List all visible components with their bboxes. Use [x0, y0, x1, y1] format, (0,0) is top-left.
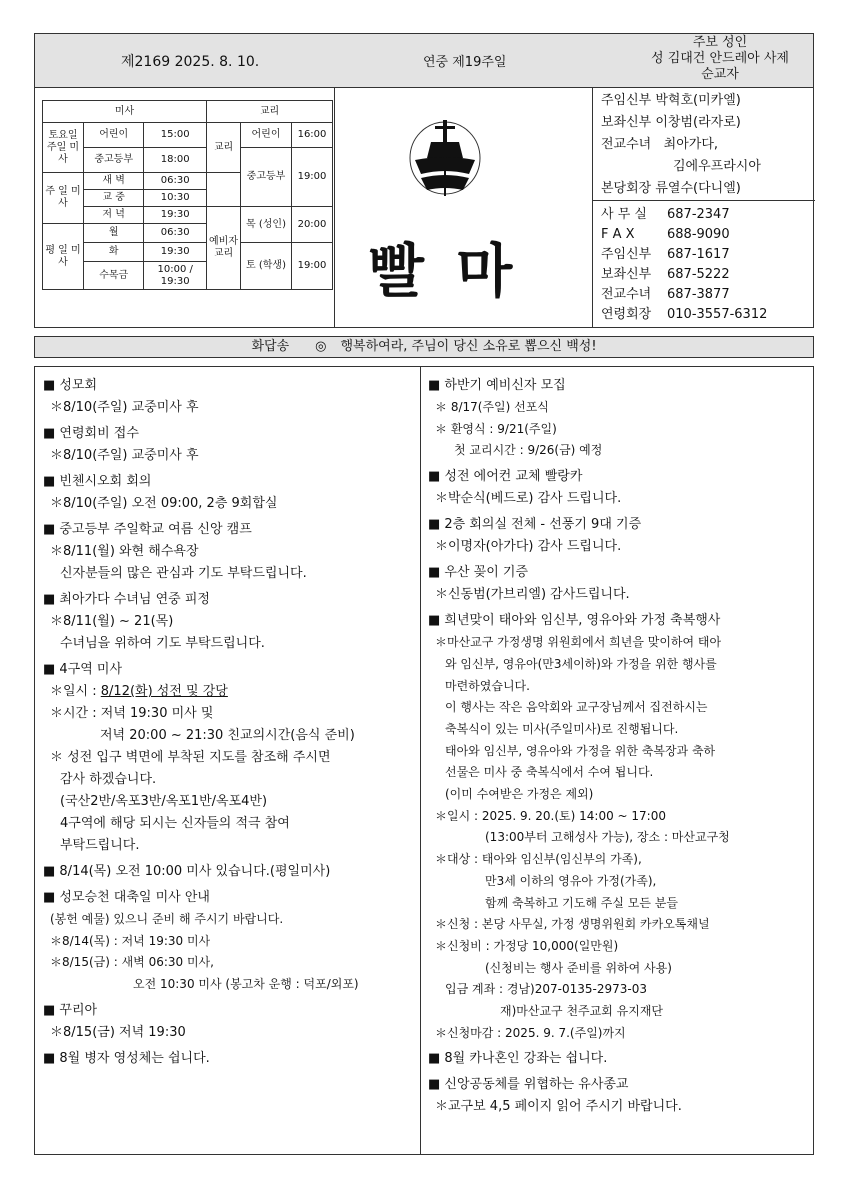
sun-eve-time: 19:30 — [144, 207, 207, 224]
cat-sat-name: 토 (학생) — [241, 243, 292, 290]
phone-number: 687-3877 — [667, 287, 730, 302]
notice-line: 축복식이 있는 미사(주일미사)로 진행됩니다. — [445, 721, 679, 736]
notice-line-prefix: ＊일시 : — [50, 684, 101, 699]
notice-line: 첫 교리시간 : 9/26(금) 예정 — [454, 443, 603, 458]
phone-label: 연령회장 — [601, 307, 652, 322]
notice-line: ＊신청 : 본당 사무실, 가정 생명위원회 카카오톡채널 — [435, 917, 710, 932]
staff-name: 류열수(다니엘) — [655, 181, 741, 196]
notice-line: 태아와 임신부, 영유아와 가정을 위한 축복장과 축하 — [445, 743, 716, 758]
phone-label: 전교수녀 — [601, 287, 652, 302]
cat-thu-name: 목 (성인) — [241, 207, 292, 243]
staff-name: 최아가다, — [663, 137, 719, 152]
header-bar — [34, 33, 814, 88]
notice-heading: ■ 희년맞이 태아와 임신부, 영유아와 가정 축복행사 — [428, 613, 721, 629]
phone-label: 주임신부 — [601, 247, 652, 262]
notice-line: 선물은 미사 중 축복식에서 수여 됩니다. — [445, 765, 654, 780]
staff-name: 박혁호(미카엘) — [655, 93, 741, 108]
notice-line: 감사 하겠습니다. — [60, 772, 157, 787]
staff-row — [601, 134, 761, 156]
psalm-banner — [34, 336, 814, 358]
column-divider — [420, 367, 421, 1154]
psalm-text: 행복하여라, 주님이 당신 소유로 뽑으신 백성! — [340, 339, 597, 354]
notice-line: ＊신청마감 : 2025. 9. 7.(주일)까지 — [435, 1025, 626, 1040]
notice-line: ＊ 8/17(주일) 선포식 — [435, 400, 549, 414]
notice-heading: ■ 8월 병자 영성체는 쉽니다. — [43, 1050, 210, 1066]
notice-heading: ■ 성모회 — [43, 378, 98, 393]
wk-wed-name: 수목금 — [84, 262, 144, 290]
notice-line: ＊8/15(금) 저녁 19:30 — [50, 1024, 186, 1040]
staff-row — [601, 156, 761, 178]
schedule-table — [42, 100, 333, 290]
notice-line: ＊신동범(가브리엘) 감사드립니다. — [435, 587, 630, 603]
notice-line-underlined: 8/12(화) 성전 및 강당 — [100, 684, 228, 699]
notice-line: 오전 10:30 미사 (봉고차 운행 : 덕포/외포) — [133, 977, 359, 992]
notice-line: 함께 축복하고 기도해 주실 모든 분들 — [485, 895, 678, 910]
sun-dawn-time: 06:30 — [144, 173, 207, 190]
notices-left — [43, 371, 415, 1070]
staff-list — [601, 90, 761, 200]
staff-name: 이창범(라자로) — [655, 115, 741, 130]
phone-number: 687-1617 — [667, 247, 730, 262]
cat-child-time: 16:00 — [292, 123, 333, 148]
sun-eve-name: 저 녁 — [84, 207, 144, 224]
notice-line: 4구역에 해당 되시는 신자들의 적극 참여 — [60, 816, 290, 831]
cat-youth-time: 19:00 — [292, 148, 333, 207]
notice-line: ＊8/10(주일) 오전 09:00, 2층 9회합실 — [50, 496, 278, 511]
wk-tue-name: 화 — [84, 243, 144, 262]
staff-row — [601, 90, 761, 112]
saint-line-1: 주보 성인 — [692, 35, 748, 50]
phone-label: F A X — [601, 227, 635, 242]
notice-line — [43, 681, 415, 703]
sun-main-time: 10:30 — [144, 190, 207, 207]
notice-heading: ■ 4구역 미사 — [43, 662, 123, 677]
notice-line: ＊8/14(목) : 저녁 19:30 미사 — [50, 933, 211, 948]
notice-heading: ■ 빈첸시오회 회의 — [43, 474, 152, 489]
sun-dawn-name: 새 벽 — [84, 173, 144, 190]
phone-row — [601, 245, 767, 265]
info-block — [34, 88, 814, 328]
notice-line: ＊8/11(월) ~ 21(목) — [50, 614, 174, 629]
sat-youth-time: 18:00 — [144, 148, 207, 173]
phone-number: 010-3557-6312 — [667, 307, 768, 322]
notice-heading: ■ 2층 회의실 전체 - 선풍기 9대 기증 — [428, 517, 642, 533]
notice-line: 와 임신부, 영유아(만3세이하)와 가정을 위한 행사를 — [445, 656, 717, 671]
notice-heading: ■ 성전 에어컨 교체 빨랑카 — [428, 469, 583, 485]
notice-line: ＊ 성전 입구 벽면에 부착된 지도를 참조해 주시면 — [50, 750, 331, 765]
mass-header: 미사 — [43, 101, 207, 123]
notice-line: ＊신청비 : 가정당 10,000(일만원) — [435, 938, 619, 953]
notice-line: 수녀님을 위하여 기도 부탁드립니다. — [60, 636, 265, 651]
phone-number: 687-2347 — [667, 207, 730, 222]
phone-row — [601, 285, 767, 305]
phone-row — [601, 205, 767, 225]
notice-line: (봉헌 예물) 있으니 준비 해 주시기 바랍니다. — [50, 912, 284, 926]
notice-line: (국산2반/옥포3반/옥포1반/옥포4반) — [60, 794, 268, 809]
sat-child-name: 어린이 — [84, 123, 144, 148]
patron-saint — [625, 35, 815, 83]
notice-heading: ■ 연령회비 접수 — [43, 426, 139, 441]
notice-line: 마련하였습니다. — [445, 678, 530, 693]
notice-line: ＊이명자(아가다) 감사 드립니다. — [435, 539, 622, 555]
staff-row — [601, 178, 761, 200]
notice-heading: ■ 하반기 예비신자 모집 — [428, 378, 566, 393]
wk-wed-time: 10:00 / 19:30 — [144, 262, 207, 290]
notice-line: 만3세 이하의 영유아 가정(가족), — [485, 873, 657, 888]
notice-line: ＊일시 : 2025. 9. 20.(토) 14:00 ~ 17:00 — [435, 808, 666, 823]
notice-line: ＊8/11(월) 와현 해수욕장 — [50, 544, 199, 559]
staff-role: 전교수녀 — [601, 137, 652, 152]
notice-line: ＊8/10(주일) 교중미사 후 — [50, 400, 199, 415]
notice-heading: ■ 성모승천 대축일 미사 안내 — [43, 890, 210, 905]
phone-label: 보좌신부 — [601, 267, 652, 282]
phone-row — [601, 225, 767, 245]
notice-line: (이미 수여받은 가정은 제외) — [445, 787, 594, 802]
sat-mass-label: 토요일 주일 미사 — [43, 123, 84, 173]
staff-name: 김에우프라시아 — [673, 159, 761, 174]
phone-label: 사 무 실 — [601, 207, 647, 222]
phone-list — [601, 205, 767, 325]
notices-section — [34, 366, 814, 1155]
staff-role: 본당회장 — [601, 181, 652, 196]
notice-line: (신청비는 행사 준비를 위하여 사용) — [485, 960, 672, 975]
sun-mass-label: 주 일 미 사 — [43, 173, 84, 224]
notice-line: 저녁 20:00 ~ 21:30 친교의시간(음식 준비) — [100, 728, 355, 743]
issue-date: 제2169 2025. 8. 10. — [121, 54, 260, 70]
catechism-header: 교리 — [207, 101, 333, 123]
notice-line: ＊ 환영식 : 9/21(주일) — [435, 421, 557, 436]
notices-right — [428, 371, 812, 1118]
divider — [592, 200, 815, 201]
notice-line: ＊대상 : 태아와 임신부(임신부의 가족), — [435, 852, 642, 867]
notice-heading: ■ 8월 카나혼인 강좌는 쉽니다. — [428, 1051, 608, 1067]
sat-youth-name: 중고등부 — [84, 148, 144, 173]
psalm-label: 화답송 — [251, 339, 290, 354]
phone-number: 688-9090 — [667, 227, 730, 242]
notice-line: ＊박순식(베드로) 감사 드립니다. — [435, 491, 622, 507]
notice-heading: ■ 최아가다 수녀님 연중 피정 — [43, 592, 210, 607]
wk-tue-time: 19:30 — [144, 243, 207, 262]
catechism-label: 교리 — [207, 123, 241, 173]
notice-line: ＊8/15(금) : 새벽 06:30 미사, — [50, 955, 214, 970]
notice-line: (13:00부터 고해성사 가능), 장소 : 마산교구청 — [485, 830, 730, 845]
notice-line: ＊시간 : 저녁 19:30 미사 및 — [50, 706, 214, 721]
saint-line-2: 성 김대건 안드레아 사제 — [651, 51, 789, 66]
notice-heading: ■ 중고등부 주일학교 여름 신앙 캠프 — [43, 522, 252, 537]
sat-child-time: 15:00 — [144, 123, 207, 148]
staff-role: 보좌신부 — [601, 115, 652, 130]
notice-heading: ■ 8/14(목) 오전 10:00 미사 있습니다.(평일미사) — [43, 864, 331, 879]
notice-heading: ■ 우산 꽂이 기증 — [428, 565, 529, 581]
divider — [334, 88, 335, 328]
phone-row — [601, 305, 767, 325]
wk-mon-time: 06:30 — [144, 224, 207, 243]
cat-youth-name: 중고등부 — [241, 148, 292, 207]
liturgical-week: 연중 제19주일 — [423, 55, 507, 70]
notice-line: 이 행사는 작은 음악회와 교구장님께서 집전하시는 — [445, 700, 708, 715]
saint-line-3: 순교자 — [701, 67, 739, 82]
church-bell-logo-icon — [407, 112, 483, 200]
divider — [592, 88, 593, 328]
cat-thu-time: 20:00 — [292, 207, 333, 243]
weekday-mass-label: 평 일 미 사 — [43, 224, 84, 290]
phone-row — [601, 265, 767, 285]
staff-row — [601, 112, 761, 134]
catechism-gap — [207, 173, 241, 207]
cat-child-name: 어린이 — [241, 123, 292, 148]
sun-main-name: 교 중 — [84, 190, 144, 207]
catechumen-label: 예비자 교리 — [207, 207, 241, 290]
notice-line: 신자분들의 많은 관심과 기도 부탁드립니다. — [60, 566, 307, 581]
notice-line: 입금 계좌 : 경남)207-0135-2973-03 — [445, 982, 647, 997]
notice-line: ＊8/10(주일) 교중미사 후 — [50, 448, 199, 463]
notice-heading: ■ 꾸리아 — [43, 1002, 98, 1018]
staff-role: 주임신부 — [601, 93, 652, 108]
cat-sat-time: 19:00 — [292, 243, 333, 290]
notice-line: 재)마산교구 천주교회 유지재단 — [500, 1004, 664, 1019]
wk-mon-name: 월 — [84, 224, 144, 243]
notice-line: ＊교구보 4,5 페이지 읽어 주시기 바랍니다. — [435, 1099, 682, 1115]
notice-line: ＊마산교구 가정생명 위원회에서 희년을 맞이하여 태아 — [435, 635, 722, 650]
phone-number: 687-5222 — [667, 267, 730, 282]
psalm-mark: ◎ — [315, 339, 327, 354]
notice-heading: ■ 신앙공동체를 위협하는 유사종교 — [428, 1077, 629, 1093]
notice-line: 부탁드립니다. — [60, 838, 140, 853]
bulletin-title: 빨 마 — [368, 237, 519, 305]
